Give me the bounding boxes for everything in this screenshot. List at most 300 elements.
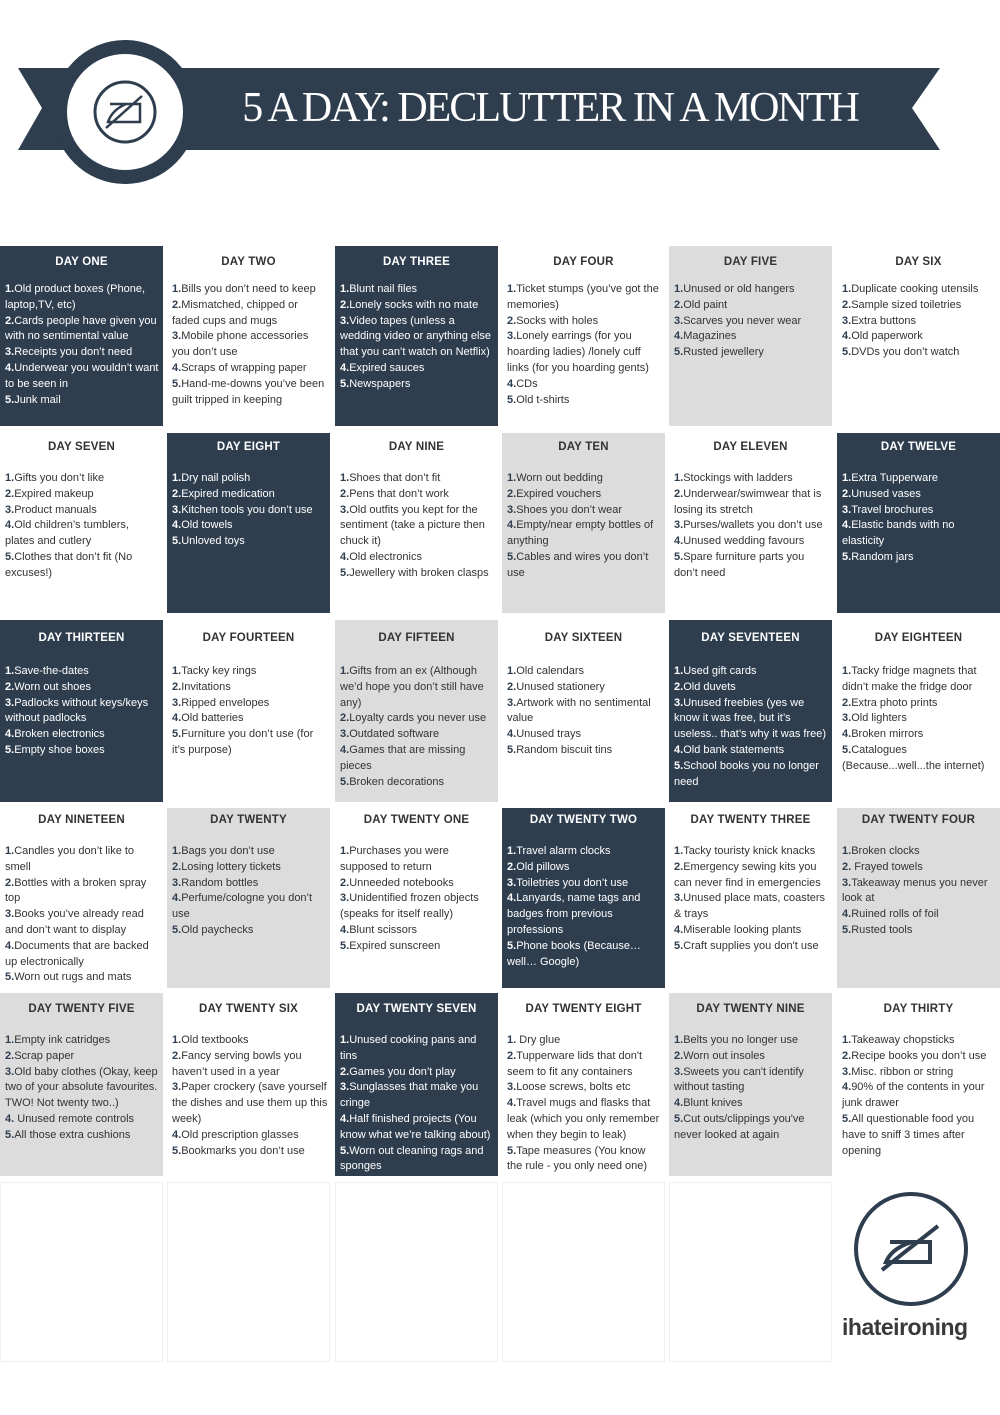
item-number: 1. xyxy=(5,472,15,484)
item-text: Takeaway chopsticks xyxy=(851,1034,955,1046)
list-item xyxy=(172,664,328,680)
list-item xyxy=(172,1033,328,1049)
list-item xyxy=(172,860,328,876)
item-text: Phone books (Because… well… Google) xyxy=(507,939,641,968)
list-item xyxy=(842,907,998,923)
day-title: DAY TWENTY xyxy=(210,814,287,826)
list-item xyxy=(340,1112,496,1144)
list-item xyxy=(5,876,161,908)
list-item xyxy=(507,518,663,550)
item-text: Candles you don’t like to smell xyxy=(5,845,135,873)
list-item xyxy=(674,550,830,582)
item-list xyxy=(172,471,328,550)
item-number: 4. xyxy=(674,1097,684,1110)
day-title: DAY TWENTY FIVE xyxy=(28,1003,135,1015)
item-list xyxy=(842,1033,998,1159)
list-item xyxy=(5,550,161,582)
item-text: Documents that are backed up electronically xyxy=(5,939,149,968)
item-text: Random jars xyxy=(851,550,914,563)
item-number: 4. xyxy=(507,892,517,905)
item-text: Tacky touristy knick knacks xyxy=(683,845,816,857)
day-title: DAY NINETEEN xyxy=(38,814,125,826)
item-text: Padlocks without keys/keys without padlocks xyxy=(5,696,149,725)
item-text: Ripped envelopes xyxy=(181,696,270,709)
list-item xyxy=(674,1112,830,1144)
list-item xyxy=(842,329,998,345)
list-item xyxy=(172,377,328,409)
item-number: 3. xyxy=(340,1081,350,1094)
item-number: 5. xyxy=(172,923,182,936)
item-text: Worn out insoles xyxy=(683,1049,765,1062)
list-item xyxy=(507,329,663,376)
item-number: 5. xyxy=(340,1144,350,1157)
item-number: 1. xyxy=(172,1034,182,1046)
item-number: 5. xyxy=(5,1128,15,1141)
item-number: 3. xyxy=(674,892,684,905)
item-text: Recipe books you don’t use xyxy=(851,1049,987,1062)
item-text: Spare furniture parts you don’t need xyxy=(674,550,805,579)
item-text: Hand-me-downs you’ve been guilt tripped in keeping xyxy=(172,377,325,406)
day-card xyxy=(335,993,498,1176)
item-text: Miserable looking plants xyxy=(683,923,802,936)
item-number: 3. xyxy=(340,503,350,516)
item-number: 1. xyxy=(172,845,182,857)
item-text: Clothes that don’t fit (No excuses!) xyxy=(5,550,133,579)
item-number: 1. xyxy=(507,665,517,677)
list-item xyxy=(674,939,830,955)
list-item xyxy=(172,891,328,923)
list-item xyxy=(674,844,830,860)
item-number: 4. xyxy=(340,1112,350,1125)
item-text: Unused freebies (yes we know it was free, but it’s useless.. that’s why it was free) xyxy=(674,696,827,741)
item-number: 2. xyxy=(842,696,852,709)
item-list xyxy=(674,1033,830,1144)
item-text: Socks with holes xyxy=(516,314,599,327)
item-list xyxy=(340,282,496,393)
item-number: 3. xyxy=(340,728,350,741)
item-list xyxy=(842,844,998,939)
item-number: 2. xyxy=(172,487,182,500)
item-text: Travel brochures xyxy=(851,503,934,516)
list-item xyxy=(842,1080,998,1112)
item-number: 2. xyxy=(5,1049,15,1062)
list-item xyxy=(172,518,328,534)
item-number: 3. xyxy=(842,876,852,889)
item-text: Save-the-dates xyxy=(14,665,89,677)
item-text: Underwear/swimwear that is losing its stretch xyxy=(674,487,822,516)
item-text: Loyalty cards you never use xyxy=(349,712,487,725)
list-item xyxy=(842,1112,998,1159)
item-text: Artwork with no sentimental value xyxy=(507,696,651,725)
item-number: 1. xyxy=(842,845,852,857)
day-title: DAY SEVEN xyxy=(48,441,115,453)
list-item xyxy=(172,680,328,696)
list-item xyxy=(340,775,496,791)
list-item xyxy=(842,1049,998,1065)
item-number: 2. xyxy=(172,298,182,311)
day-card xyxy=(502,246,665,426)
list-item xyxy=(172,503,328,519)
day-card xyxy=(167,620,330,802)
day-title: DAY FIVE xyxy=(723,256,778,268)
item-text: Receipts you don’t need xyxy=(14,346,133,359)
day-card xyxy=(0,808,163,988)
item-text: Expired sauces xyxy=(349,361,425,374)
item-text: Craft supplies you don't use xyxy=(683,939,819,952)
item-text: Ruined rolls of foil xyxy=(851,908,939,921)
item-text: Magazines xyxy=(683,330,737,343)
item-number: 5. xyxy=(5,550,15,563)
list-item xyxy=(172,487,328,503)
item-number: 3. xyxy=(5,1065,15,1078)
list-item xyxy=(5,503,161,519)
item-text: Expired makeup xyxy=(14,487,94,500)
list-item xyxy=(340,298,496,314)
list-item xyxy=(340,711,496,727)
item-number: 1. xyxy=(674,472,684,484)
item-list xyxy=(507,664,663,759)
item-number: 1. xyxy=(674,283,684,295)
list-item xyxy=(5,1128,161,1144)
item-list xyxy=(172,1033,328,1159)
empty-cell xyxy=(0,1182,163,1362)
list-item xyxy=(5,1049,161,1065)
day-title: DAY FOUR xyxy=(553,256,614,268)
item-number: 4. xyxy=(507,377,517,390)
list-item xyxy=(842,518,998,550)
list-item xyxy=(340,876,496,892)
list-item xyxy=(842,503,998,519)
item-number: 2. xyxy=(340,487,350,500)
item-number: 1. xyxy=(507,845,517,857)
item-number: 5. xyxy=(340,775,350,788)
day-title: DAY FIFTEEN xyxy=(378,632,455,644)
item-list xyxy=(507,471,663,582)
day-title: DAY TWENTY NINE xyxy=(696,1003,805,1015)
item-text: Unloved toys xyxy=(181,535,245,548)
list-item xyxy=(340,891,496,923)
list-item xyxy=(842,876,998,908)
list-item xyxy=(507,860,663,876)
item-text: Expired vouchers xyxy=(516,487,602,500)
list-item xyxy=(172,876,328,892)
item-text: Expired sunscreen xyxy=(349,939,441,952)
item-number: 1. xyxy=(5,665,15,677)
item-list xyxy=(5,664,161,759)
item-text: Broken decorations xyxy=(349,775,444,788)
empty-cell xyxy=(502,1182,665,1362)
item-number: 3. xyxy=(340,314,350,327)
day-title: DAY ELEVEN xyxy=(713,441,788,453)
list-item xyxy=(172,534,328,550)
item-number: 5. xyxy=(674,759,684,772)
item-number: 4. xyxy=(5,939,15,952)
item-number: 2. xyxy=(5,314,15,327)
item-number: 1. xyxy=(340,283,350,295)
item-number: 1. xyxy=(340,1034,350,1046)
item-text: Blunt knives xyxy=(683,1097,743,1110)
day-card xyxy=(669,620,832,802)
item-number: 1. xyxy=(674,845,684,857)
item-text: Sample sized toiletries xyxy=(851,298,962,311)
list-item xyxy=(507,743,663,759)
item-number: 2. xyxy=(674,860,684,873)
list-item xyxy=(5,970,161,986)
item-number: 2. xyxy=(842,298,852,311)
list-item xyxy=(674,345,830,361)
list-item xyxy=(340,727,496,743)
list-item xyxy=(842,664,998,696)
item-list xyxy=(340,664,496,790)
item-number: 4. xyxy=(172,892,182,905)
item-number: 5. xyxy=(507,939,517,952)
item-text: Extra Tupperware xyxy=(851,472,939,484)
list-item xyxy=(842,1065,998,1081)
item-number: 2. xyxy=(674,1049,684,1062)
day-card xyxy=(335,433,498,613)
item-number: 3. xyxy=(507,330,517,343)
item-text: Frayed towels xyxy=(851,860,923,873)
item-number: 3. xyxy=(172,876,182,889)
list-item xyxy=(5,1112,161,1128)
item-text: Empty/near empty bottles of anything xyxy=(507,519,654,548)
item-number: 4. xyxy=(507,728,517,741)
item-text: Paper crockery (save yourself the dishes and use them up this week) xyxy=(172,1081,328,1125)
list-item xyxy=(340,664,496,711)
item-number: 3. xyxy=(507,876,517,889)
list-item xyxy=(172,711,328,727)
item-number: 3. xyxy=(842,314,852,327)
item-text: Rusted jewellery xyxy=(683,346,764,359)
item-number: 2. xyxy=(674,680,684,693)
item-text: Scarves you never wear xyxy=(683,314,802,327)
list-item xyxy=(674,1049,830,1065)
item-number: 3. xyxy=(172,1081,182,1094)
list-item xyxy=(842,711,998,727)
item-text: Broken mirrors xyxy=(851,728,924,741)
list-item xyxy=(5,314,161,346)
day-card xyxy=(0,993,163,1176)
item-text: Duplicate cooking utensils xyxy=(851,283,979,295)
item-number: 5. xyxy=(340,566,350,579)
list-item xyxy=(674,518,830,534)
item-number: 5. xyxy=(507,550,517,563)
item-number: 1. xyxy=(507,472,517,484)
list-item xyxy=(5,727,161,743)
day-card xyxy=(502,620,665,802)
item-number: 2. xyxy=(507,680,517,693)
item-number: 2. xyxy=(5,680,15,693)
list-item xyxy=(5,361,161,393)
item-number: 2. xyxy=(340,298,350,311)
item-text: Sunglasses that make you cringe xyxy=(340,1081,479,1110)
list-item xyxy=(172,1080,328,1127)
item-text: All those extra cushions xyxy=(14,1128,131,1141)
list-item xyxy=(507,1096,663,1143)
item-text: Blunt nail files xyxy=(349,283,418,295)
item-text: Old paychecks xyxy=(181,923,254,936)
list-item xyxy=(340,314,496,361)
list-item xyxy=(5,393,161,409)
item-list xyxy=(507,1033,663,1175)
item-number: 3. xyxy=(5,346,15,359)
item-number: 3. xyxy=(5,908,15,921)
item-text: Lanyards, name tags and badges from previous professions xyxy=(507,892,641,936)
item-text: Travel alarm clocks xyxy=(516,845,611,857)
item-number: 3. xyxy=(172,696,182,709)
item-number: 2. xyxy=(842,860,852,873)
list-item xyxy=(674,743,830,759)
list-item xyxy=(674,487,830,519)
item-text: Emergency sewing kits you can never find in emergencies xyxy=(674,860,821,889)
list-item xyxy=(5,1033,161,1049)
list-item xyxy=(674,923,830,939)
item-number: 4. xyxy=(842,330,852,343)
day-title: DAY EIGHT xyxy=(216,441,281,453)
page-title: 5 A DAY: DECLUTTER IN A MONTH xyxy=(242,85,858,131)
item-text: Extra photo prints xyxy=(851,696,938,709)
item-number: 2. xyxy=(172,1049,182,1062)
item-number: 5. xyxy=(5,743,15,756)
item-number: 4. xyxy=(842,1081,852,1094)
item-number: 2. xyxy=(674,487,684,500)
item-number: 3. xyxy=(172,503,182,516)
item-number: 3. xyxy=(674,314,684,327)
item-text: Unused cooking pans and tins xyxy=(340,1034,477,1062)
item-list xyxy=(674,282,830,361)
list-item xyxy=(340,923,496,939)
list-item xyxy=(172,471,328,487)
item-text: Gifts you don’t like xyxy=(14,472,105,484)
day-title: DAY TWENTY FOUR xyxy=(861,814,976,826)
day-title: DAY TEN xyxy=(558,441,609,453)
item-text: Stockings with ladders xyxy=(683,472,793,484)
list-item xyxy=(340,361,496,377)
item-number: 1. xyxy=(5,283,15,295)
item-text: Used gift cards xyxy=(683,665,757,677)
item-text: Old duvets xyxy=(683,680,736,693)
day-card xyxy=(167,433,330,613)
item-number: 3. xyxy=(674,696,684,709)
list-item xyxy=(5,680,161,696)
item-text: Empty shoe boxes xyxy=(14,743,105,756)
list-item xyxy=(172,282,328,298)
item-number: 4. xyxy=(842,908,852,921)
list-item xyxy=(842,696,998,712)
item-text: Unused or old hangers xyxy=(683,283,795,295)
item-number: 4. xyxy=(674,923,684,936)
item-text: Bookmarks you don’t use xyxy=(181,1144,305,1157)
item-number: 2. xyxy=(340,876,350,889)
list-item xyxy=(5,844,161,876)
list-item xyxy=(172,329,328,361)
item-list xyxy=(842,471,998,566)
item-text: Games that are missing pieces xyxy=(340,743,466,772)
item-text: Furniture you don’t use (for it’s purpose) xyxy=(172,728,314,756)
list-item xyxy=(340,503,496,550)
item-text: Worn out bedding xyxy=(516,472,603,484)
item-text: Product manuals xyxy=(14,503,97,516)
day-card xyxy=(837,246,1000,426)
list-item xyxy=(507,844,663,860)
item-text: Unused stationery xyxy=(516,680,605,693)
item-text: Scrap paper xyxy=(14,1049,75,1062)
list-item xyxy=(674,1033,830,1049)
list-item xyxy=(674,329,830,345)
item-number: 3. xyxy=(172,330,182,343)
item-number: 4. xyxy=(5,519,15,532)
item-text: Gifts from an ex (Although we’d hope you don’t still have any) xyxy=(340,665,484,709)
item-text: Worn out shoes xyxy=(14,680,92,693)
item-text: Old bank statements xyxy=(683,743,785,756)
item-text: Unused wedding favours xyxy=(683,535,805,548)
list-item xyxy=(507,664,663,680)
list-item xyxy=(507,282,663,314)
list-item xyxy=(5,743,161,759)
day-card xyxy=(669,993,832,1176)
item-text: Tape measures (You know the rule - you only need one) xyxy=(507,1144,648,1173)
item-number: 4. xyxy=(340,361,350,374)
brand-name: ihateironing xyxy=(842,1314,968,1340)
list-item xyxy=(340,1033,496,1065)
item-number: 3. xyxy=(674,519,684,532)
item-text: Tacky fridge magnets that didn’t make the fridge door xyxy=(842,665,977,693)
item-number: 3. xyxy=(5,503,15,516)
item-list xyxy=(507,844,663,970)
item-list xyxy=(5,1033,161,1144)
day-title: DAY FOURTEEN xyxy=(202,632,295,644)
day-title: DAY SEVENTEEN xyxy=(701,632,800,644)
item-list xyxy=(674,844,830,955)
item-number: 4. xyxy=(5,361,15,374)
item-text: Old textbooks xyxy=(181,1034,249,1046)
item-number: 5. xyxy=(507,393,517,406)
item-number: 1. xyxy=(172,472,182,484)
item-number: 5. xyxy=(842,743,852,756)
item-number: 1. xyxy=(842,1034,852,1046)
item-text: Purchases you were supposed to return xyxy=(340,845,449,873)
item-text: Misc. ribbon or string xyxy=(851,1065,954,1078)
day-title: DAY TWENTY TWO xyxy=(529,814,638,826)
item-number: 2. xyxy=(507,487,517,500)
list-item xyxy=(842,844,998,860)
day-card xyxy=(335,246,498,426)
item-number: 1. xyxy=(507,1034,517,1046)
day-title: DAY THIRTY xyxy=(883,1003,954,1015)
item-number: 2. xyxy=(340,1065,350,1078)
day-card xyxy=(837,620,1000,802)
day-card xyxy=(502,808,665,988)
item-number: 1. xyxy=(674,1034,684,1046)
item-text: Random bottles xyxy=(181,876,259,889)
item-text: Blunt scissors xyxy=(349,923,418,936)
item-text: All questionable food you have to sniff 3 times after opening xyxy=(842,1112,975,1157)
item-number: 1. xyxy=(172,665,182,677)
list-item xyxy=(340,939,496,955)
day-card xyxy=(0,246,163,426)
item-text: Newspapers xyxy=(349,377,411,390)
item-number: 5. xyxy=(172,535,182,548)
day-card xyxy=(669,433,832,613)
item-number: 5. xyxy=(674,550,684,563)
item-text: Dry glue xyxy=(516,1034,561,1046)
item-number: 4. xyxy=(842,519,852,532)
list-item xyxy=(674,1096,830,1112)
item-number: 4. xyxy=(842,728,852,741)
item-list xyxy=(172,664,328,759)
item-number: 2. xyxy=(842,1049,852,1062)
list-item xyxy=(842,1033,998,1049)
